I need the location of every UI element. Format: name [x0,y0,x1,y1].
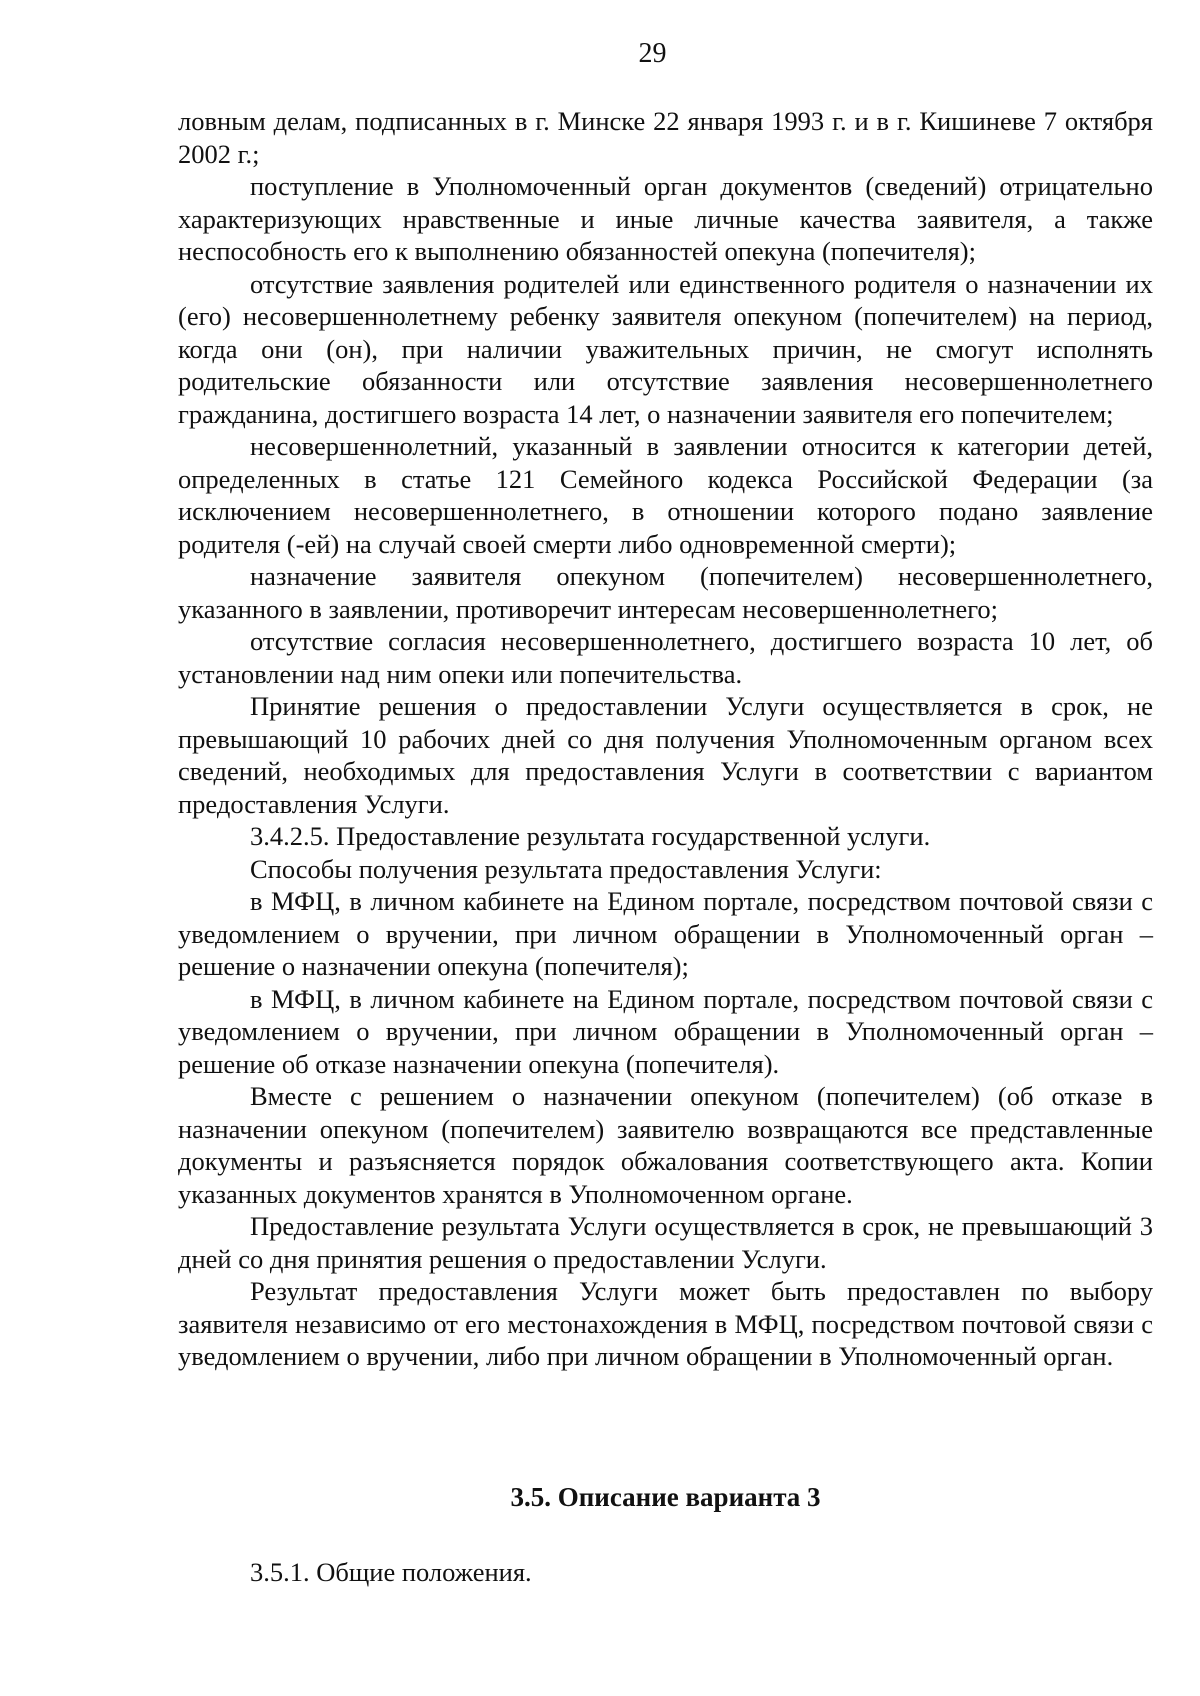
document-body [178,105,1153,1373]
paragraph: поступление в Уполномоченный орган документов (сведений) отрицательно характеризующих нравственные и иные личные качества заявителя, а также неспособность его к выполнению обязанностей опекуна (попечителя); [178,171,1153,266]
paragraph-continuation: ловным делам, подписанных в г. Минске 22 января 1993 г. и в г. Кишиневе 7 октября 2002 г.; [178,106,1153,169]
paragraph: отсутствие заявления родителей или единственного родителя о назначении их (его) несовершеннолетнему ребенку заявителя опекуном (попечителем) на период, когда они (он), при наличии уважительных причин, не смогут исполнять родительские обязанности или отсутствие заявления несовершеннолетнего гражданина, достигшего возраста 14 лет, о назначении заявителя его попечителем; [178,268,1153,429]
paragraph: Предоставление результата Услуги осуществляется в срок, не превышающий 3 дней со дня принятия решения о предоставлении Услуги. [178,1211,1153,1274]
paragraph: Вместе с решением о назначении опекуном (попечителем) (об отказе в назначении опекуном (попечителем) заявителю возвращаются все представленные документы и разъясняется порядок обжалования соответствующего акта. Копии указанных документов хранятся в Уполномоченном органе. [178,1081,1153,1209]
page-number: 29 [638,38,667,69]
paragraph: назначение заявителя опекуном (попечителем) несовершеннолетнего, указанного в заявлении, противоречит интересам несовершеннолетнего; [178,561,1153,624]
paragraph: 3.4.2.5. Предоставление результата государственной услуги. [250,821,931,851]
paragraph: Принятие решения о предоставлении Услуги осуществляется в срок, не превышающий 10 рабочих дней со дня получения Уполномоченным органом всех сведений, необходимых для предоставления Услуги в соответствии с вариантом предоставления Услуги. [178,691,1153,819]
section-heading: 3.5. Описание варианта 3 [510,1482,821,1512]
paragraph: Результат предоставления Услуги может быть предоставлен по выбору заявителя независимо от его местонахождения в МФЦ, посредством почтовой связи с уведомлением о вручении, либо при личном обращении в Уполномоченный орган. [178,1276,1153,1371]
paragraph: отсутствие согласия несовершеннолетнего, достигшего возраста 10 лет, об установлении над ним опеки или попечительства. [178,626,1153,689]
paragraph: несовершеннолетний, указанный в заявлении относится к категории детей, определенных в статье 121 Семейного кодекса Российской Федерации (за исключением несовершеннолетнего, в отношении которого подано заявление родителя (-ей) на случай своей смерти либо одновременной смерти); [178,431,1153,559]
paragraph: Способы получения результата предоставления Услуги: [250,853,882,884]
subsection-heading: 3.5.1. Общие положения. [250,1557,532,1587]
paragraph: в МФЦ, в личном кабинете на Едином портале, посредством почтовой связи с уведомлением о вручении, при личном обращении в Уполномоченный орган – решение об отказе назначении опекуна (попечителя). [178,983,1153,1079]
paragraph: в МФЦ, в личном кабинете на Едином портале, посредством почтовой связи с уведомлением о вручении, при личном обращении в Уполномоченный орган – решение о назначении опекуна (попечителя); [178,886,1153,981]
